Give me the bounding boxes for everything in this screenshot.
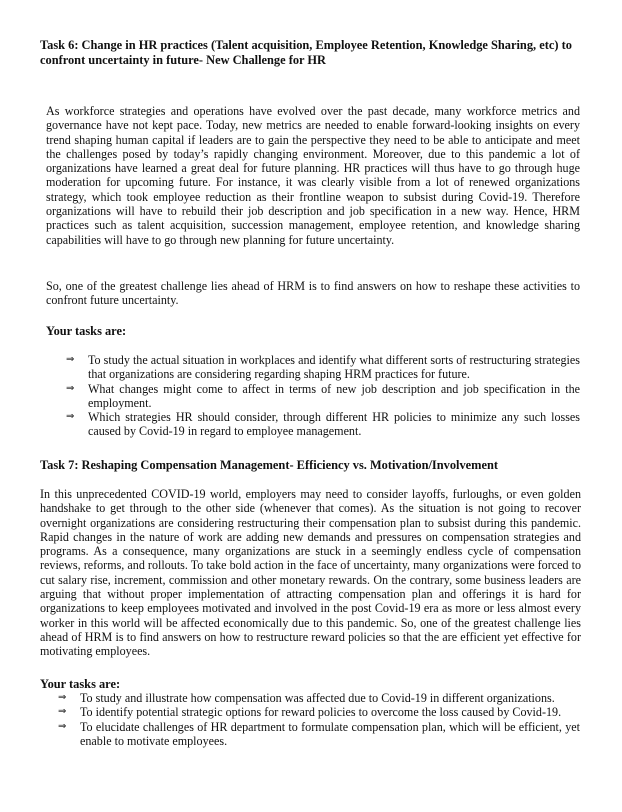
task6-task-list bbox=[66, 353, 580, 439]
task6-paragraph-1: As workforce strategies and operations have evolved over the past decade, many workforce metrics and governance have not kept pace. Today, new metrics are needed to enable forward-looking insights on every trend shaping human capital if leaders are to gain the perspective they need to be able to anticipate and meet the challenges posed by today’s rapidly changing environment. Moreover, due to this pandemic a lot of organizations have learned a great deal for future planning. HR practices will thus have to go through huge moderation for upcoming future. For instance, it was clearly visible from a lot of renewed organizations strategy, which took employee reduction as their frontline weapon to subsist during Covid-19. Therefore organizations will have to rebuild their job description and job specification in a new way. Hence, HRM practices such as talent acquisition, succession management, employee retention, and knowledge sharing capabilities will have to go through new planning for future uncertainty. bbox=[46, 104, 580, 247]
list-item bbox=[66, 353, 580, 382]
arrow-icon: ⇒ bbox=[58, 706, 67, 718]
task7-task-2: To identify potential strategic options for reward policies to overcome the loss caused by Covid-19. bbox=[80, 705, 562, 720]
task7-task-3: To elucidate challenges of HR department to formulate compensation plan, which will be efficient, yet enable to motivate employees. bbox=[80, 719, 580, 748]
task6-task-2: What changes might come to affect in terms of new job description and job specification in the employment. bbox=[88, 381, 580, 410]
list-item bbox=[58, 705, 580, 720]
task7-tasks-label: Your tasks are: bbox=[40, 677, 121, 691]
arrow-icon: ⇒ bbox=[58, 720, 67, 732]
arrow-icon: ⇒ bbox=[58, 692, 67, 703]
list-item bbox=[66, 410, 580, 439]
task7-task-list bbox=[58, 691, 580, 748]
task6-paragraph-2: So, one of the greatest challenge lies ahead of HRM is to find answers on how to reshape these activities to confront future uncertainty. bbox=[46, 279, 580, 308]
task6-heading: Task 6: Change in HR practices (Talent acquisition, Employee Retention, Knowledge Sharing, etc) to confront uncertainty in future- New Challenge for HR bbox=[40, 38, 572, 67]
list-item bbox=[58, 691, 580, 705]
task7-paragraph-1: In this unprecedented COVID-19 world, employers may need to consider layoffs, furloughs, or even golden handshake to get through to the other side (whenever that comes). As the situation is not going to recover overnight organizations are considering restructuring their compensation plan to subsist during this pandemic. Rapid changes in the nature of work are adding new demands and pressures on compensation strategies and programs. As a consequence, many organizations are stuck in a seemingly endless cycle of compensation reviews, reforms, and rollouts. To take bold action in the face of uncertainty, many organizations were forced to cut salary rise, increment, commission and other monetary rewards. On the contrary, some business leaders are arguing that without proper implementation of attracting compensation plan and offerings it is hard for organizations to keep employees motivated and involved in the post Covid-19 era as more or less almost every worker in this world will be affected economically due to this pandemic. So, one of the greatest challenge lies ahead of HRM is to find answers on how to restructure reward policies so that the are efficient yet effective for motivating employees. bbox=[40, 487, 581, 659]
list-item bbox=[66, 381, 580, 411]
task7-task-1: To study and illustrate how compensation was affected due to Covid-19 in different organizations. bbox=[80, 691, 555, 705]
task6-task-1: To study the actual situation in workplaces and identify what different sorts of restructuring strategies that organizations are considering regarding shaping HRM practices for future. bbox=[88, 353, 580, 382]
arrow-icon: ⇒ bbox=[66, 354, 75, 365]
task6-task-3: Which strategies HR should consider, through different HR policies to minimize any such losses caused by Covid-19 in regard to employee management. bbox=[88, 410, 580, 439]
task6-tasks-label: Your tasks are: bbox=[46, 324, 127, 338]
list-item bbox=[58, 719, 580, 749]
arrow-icon: ⇒ bbox=[66, 411, 75, 423]
arrow-icon: ⇒ bbox=[66, 382, 75, 394]
task7-heading: Task 7: Reshaping Compensation Management- Efficiency vs. Motivation/Involvement bbox=[40, 458, 498, 472]
